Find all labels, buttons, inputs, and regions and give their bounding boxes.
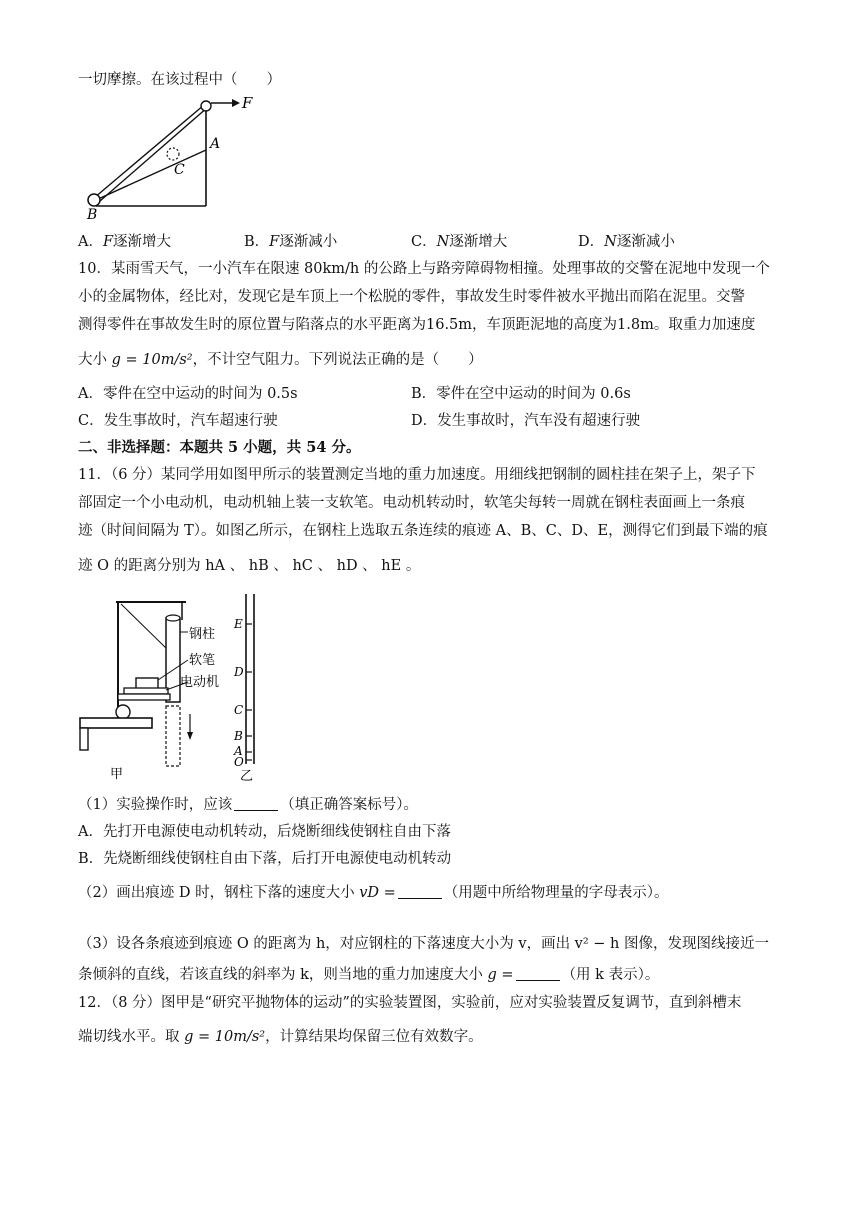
q10-option-c: C．发生事故时，汽车超速行驶 [78, 413, 278, 429]
label-yi: 乙 [240, 769, 254, 784]
q12-line-1: 12．（8 分）图甲是“研究平抛物体的运动”的实验装置图，实验前，应对实验装置反复调节，直到斜槽末 [78, 995, 742, 1011]
mark-C: C [234, 703, 244, 717]
q10-option-a: A．零件在空中运动的时间为 0.5s [78, 386, 298, 402]
q11-option-b: B．先烧断细线使钢柱自由下落，后打开电源使电动机转动 [78, 851, 452, 867]
label-ruanbi: 软笔 [189, 653, 216, 668]
q11-line-2: 部固定一个小电动机，电动机轴上装一支软笔。电动机转动时，软笔尖每转一周就在钢柱表面画上一条痕 [78, 495, 745, 511]
q11-part-3-line-1: （3）设各条痕迹到痕迹 O 的距离为 h，对应钢柱的下落速度大小为 v，画出 v² − h 图像，发现图线接近一 [78, 936, 770, 952]
q11-apparatus-figure [76, 590, 276, 786]
label-jia: 甲 [110, 767, 124, 782]
q11-line-4: 迹 O 的距离分别为 hA 、 hB 、 hC 、 hD 、 hE 。 [78, 558, 421, 574]
mark-B: B [234, 729, 243, 743]
answer-blank-2[interactable] [398, 884, 442, 899]
section-heading: 二、非选择题：本题共 5 小题，共 54 分。 [78, 439, 361, 456]
label-A: A [210, 136, 221, 152]
q9-intro: 一切摩擦。在该过程中（ ） [78, 72, 281, 88]
q10-line-2: 小的金属物体，经比对，发现它是车顶上一个松脱的零件，事故发生时零件被水平抛出而陷在泥里。交警 [78, 289, 745, 305]
label-B: B [87, 207, 98, 222]
q11-part-1: （1）实验操作时，应该 （填正确答案标号）。 [78, 797, 418, 813]
mark-E: E [234, 617, 243, 631]
q10-line-4: 大小 g = 10m/s²，不计空气阻力。下列说法正确的是（ ） [78, 352, 483, 368]
q9-option-b: B．F逐渐减小 [244, 234, 338, 250]
mark-O: O [234, 755, 244, 769]
q10-line-3: 测得零件在事故发生时的原位置与陷落点的水平距离为16.5m，车顶距泥地的高度为1.8m。取重力加速度 [78, 317, 756, 333]
pulley-icon [201, 101, 211, 111]
q11-part-3-line-2: 条倾斜的直线，若该直线的斜率为 k，则当地的重力加速度大小 g = （用 k 表示）。 [78, 967, 660, 983]
answer-blank-3[interactable] [516, 966, 560, 981]
q12-line-2: 端切线水平。取 g = 10m/s²，计算结果均保留三位有效数字。 [78, 1029, 483, 1045]
label-gangzhu: 钢柱 [189, 627, 216, 642]
q11-line-1: 11．（6 分）某同学用如图甲所示的装置测定当地的重力加速度。用细线把钢制的圆柱挂在架子上，架子下 [78, 467, 756, 483]
q10-option-b: B．零件在空中运动的时间为 0.6s [411, 386, 631, 402]
q9-incline-figure [82, 92, 272, 222]
q10-line-1: 10．某雨雪天气，一小汽车在限速 80km/h 的公路上与路旁障碍物相撞。处理事故的交警在泥地中发现一个 [78, 261, 770, 277]
mark-D: D [234, 665, 244, 679]
q10-option-d: D．发生事故时，汽车没有超速行驶 [411, 413, 641, 429]
label-diandongji: 电动机 [180, 675, 220, 690]
q11-part-2: （2）画出痕迹 D 时，钢柱下落的速度大小 vD = （用题中所给物理量的字母表示）。 [78, 885, 669, 901]
answer-blank-1[interactable] [234, 796, 278, 811]
q9-option-a: A．F逐渐增大 [78, 234, 172, 250]
label-C: C [174, 162, 185, 178]
q9-option-d: D．N逐渐减小 [578, 234, 675, 250]
q11-line-3: 迹（时间间隔为 T）。如图乙所示，在钢柱上选取五条连续的痕迹 A、B、C、D、E，测得它们到最下端的痕 [78, 523, 768, 539]
q11-option-a: A．先打开电源使电动机转动，后烧断细线使钢柱自由下落 [78, 824, 451, 840]
label-F: F [242, 94, 253, 112]
q10-formula: g = 10m/s² [111, 352, 193, 368]
q9-option-c: C．N逐渐增大 [411, 234, 508, 250]
hinge-icon [88, 194, 100, 206]
mark-A: A [234, 744, 243, 758]
